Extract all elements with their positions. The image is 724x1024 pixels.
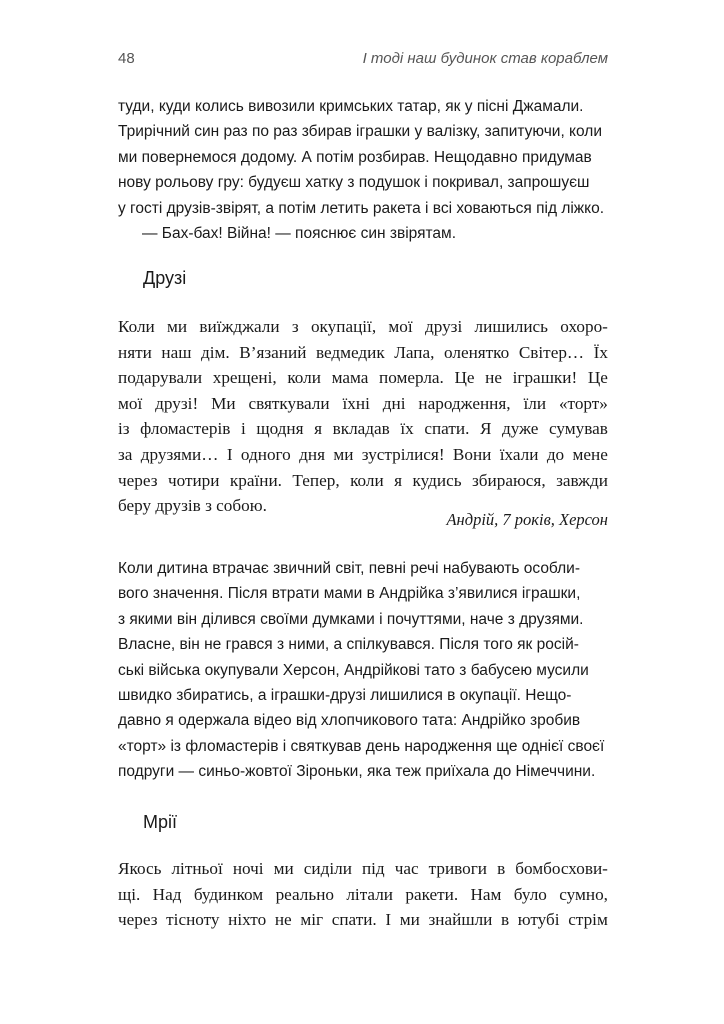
friends-story (118, 314, 608, 519)
text-line (118, 391, 608, 417)
word: ніхто (228, 910, 267, 930)
word: іграшки! (512, 368, 578, 388)
word: літньої (171, 859, 223, 878)
word: святкували (248, 393, 330, 413)
word: вкладав (332, 419, 390, 439)
word: їх (400, 419, 414, 439)
word: друзями… (140, 444, 219, 464)
word: знайшли (428, 910, 493, 930)
text-line: Власне, він не грався з ними, а спілкувався. Після того як росій- (118, 636, 579, 654)
word: Вони (452, 444, 492, 464)
word: померла. (379, 368, 444, 388)
word: будинком (193, 884, 264, 904)
word: ютубі (517, 910, 560, 930)
word: мої (118, 393, 143, 413)
text-line (118, 856, 608, 882)
word: спати. (331, 910, 377, 930)
word: я (314, 419, 323, 439)
text-line: вого значення. Після втрати мами в Андрійка з’явилися іграшки, (118, 585, 581, 603)
word: ми (399, 910, 420, 930)
word: друзі (424, 317, 463, 336)
word: з (291, 317, 299, 336)
word: коли (350, 470, 384, 490)
word: ми (167, 317, 188, 336)
word: няти (118, 342, 152, 362)
word: окупації, (310, 317, 377, 336)
dialogue-line: — Бах-бах! Війна! — пояснює син звірятам. (142, 225, 457, 243)
word: лишились (474, 317, 548, 336)
text-line: швидко збиратись, а іграшки-друзі лишилися в окупації. Нещо- (118, 687, 572, 705)
word: Світер… (518, 342, 585, 362)
word: охоро- (560, 317, 608, 336)
word: завжди (556, 470, 608, 490)
word: Їх (593, 342, 608, 362)
word: Це (454, 368, 475, 388)
text-line: ми повернемося додому. А потім розбирав. Нещодавно придумав (118, 148, 592, 166)
text-line: беру друзів з собою. (118, 496, 267, 516)
text-line: ські війська окупували Херсон, Андрійкові тато з бабусею мусили (118, 661, 589, 679)
word: народження, (418, 393, 511, 413)
word: їхні (342, 393, 370, 413)
word: подарували (118, 368, 203, 388)
word: мої (388, 317, 413, 336)
word: мене (572, 444, 608, 464)
word: літали (346, 884, 393, 904)
intro-paragraph (118, 94, 608, 246)
word: чотири (167, 470, 220, 490)
word: хрещені, (212, 368, 277, 388)
word: Нам (470, 884, 502, 904)
text-line: нову рольову гру: будуєш хатку з подушок і покривал, запрошуєш (118, 174, 590, 192)
word: одного (240, 444, 291, 464)
word: Коли (118, 317, 155, 336)
section-heading-friends: Друзі (143, 268, 187, 288)
text-line: Трирічний син раз по раз збирав іграшки у валізку, запитуючи, коли (118, 123, 602, 141)
word: тривоги (428, 859, 488, 878)
word: виїжджали (199, 317, 280, 336)
text-line (118, 882, 608, 908)
section-heading-dreams: Мрії (143, 812, 178, 832)
word: Лапа, (394, 342, 435, 362)
word: дім. (201, 342, 230, 362)
word: мама (331, 368, 369, 388)
text-line: давно я одержала відео від хлопчикового тата: Андрійко зробив (118, 712, 581, 730)
word: щодня (256, 419, 304, 439)
running-title: І тоді наш будинок став кораблем (362, 50, 608, 67)
word: сумував (549, 419, 608, 439)
word: не (274, 910, 292, 930)
word: і (240, 419, 246, 439)
dreams-story (118, 856, 608, 933)
word: наш (161, 342, 192, 362)
text-line: «торт» із фломастерів і святкував день народження ще однієї своєї (118, 737, 605, 755)
word: тісноту (166, 910, 220, 930)
word: країни. (229, 470, 282, 490)
word: ми (273, 859, 294, 878)
word: їли (523, 393, 547, 413)
word: сиділи (303, 859, 352, 878)
word: Тепер, (292, 470, 340, 490)
page-header (118, 50, 608, 72)
word: не (485, 368, 502, 388)
word: реально (275, 884, 334, 904)
word: Ми (211, 393, 236, 413)
text-line (118, 468, 608, 494)
word: спати. (424, 419, 470, 439)
text-line (118, 416, 608, 442)
word: щі. (118, 884, 141, 904)
word: ночі (232, 859, 264, 878)
word: за (118, 444, 133, 464)
word: ракети. (405, 884, 459, 904)
text-line (118, 314, 608, 340)
word: бомбосхови- (515, 859, 608, 878)
word: стрім (568, 910, 608, 930)
story-signature: Андрій, 7 років, Херсон (446, 510, 608, 529)
text-line: з якими він ділився своїми думками і почуттями, наче з друзями. (118, 610, 584, 628)
text-line: Коли дитина втрачає звичний світ, певні речі набувають особли- (118, 560, 580, 577)
word: через (118, 910, 158, 930)
word: дня (299, 444, 325, 464)
word: через (118, 470, 158, 490)
word: я (394, 470, 403, 490)
word: їхали (499, 444, 539, 464)
text-line (118, 907, 608, 933)
word: Це (587, 368, 608, 388)
word: ми (333, 444, 354, 464)
word: фломастерів (140, 419, 231, 439)
word: Над (152, 884, 182, 904)
word: коли (287, 368, 321, 388)
word: І (385, 910, 392, 930)
word: Я (479, 419, 492, 439)
word: І (226, 444, 233, 464)
word: зустрілися! (361, 444, 445, 464)
word: кудись (412, 470, 462, 490)
word: «торт» (558, 393, 608, 413)
word: в (501, 910, 510, 930)
word: В’язаний (239, 342, 307, 362)
word: друзі! (155, 393, 199, 413)
text-line: подруги — синьо-жовтої Зіроньки, яка теж приїхала до Німеччини. (118, 763, 596, 781)
friends-comment (118, 556, 608, 785)
word: збираюся, (472, 470, 546, 490)
text-line: у гості друзів-звірят, а потім летить ракета і всі ховаються під ліжко. (118, 199, 605, 217)
word: дуже (502, 419, 539, 439)
word: ведмедик (315, 342, 385, 362)
word: міг (300, 910, 324, 930)
word: Якось (118, 859, 162, 878)
word: було (513, 884, 547, 904)
word: до (546, 444, 565, 464)
word: дні (382, 393, 406, 413)
text-line (118, 442, 608, 468)
word: оленятко (444, 342, 510, 362)
word: в (497, 859, 506, 878)
text-line: туди, куди колись вивозили кримських татар, як у пісні Джамали. (118, 98, 584, 115)
text-line (118, 340, 608, 366)
word: із (118, 419, 130, 439)
word: під (361, 859, 385, 878)
page-number: 48 (118, 50, 135, 67)
word: час (394, 859, 419, 878)
text-line (118, 365, 608, 391)
word: сумно, (559, 884, 608, 904)
